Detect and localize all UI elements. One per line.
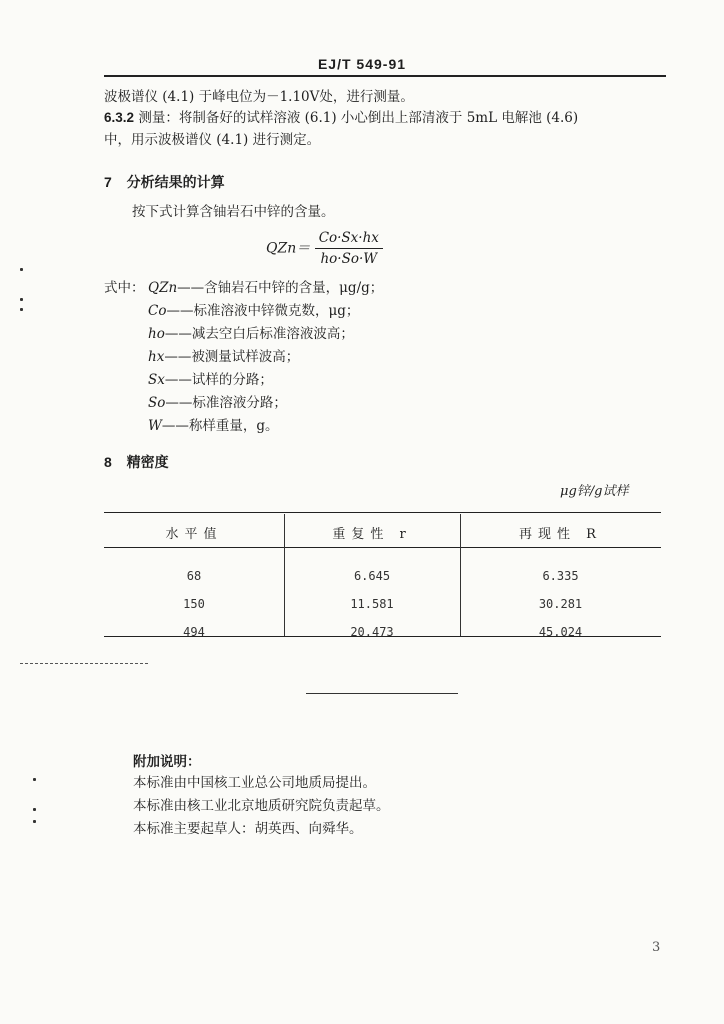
scan-artifact-line [20, 663, 148, 664]
table-cell: 45.024 [538, 625, 583, 639]
formula-fraction [315, 230, 383, 267]
table-row [104, 590, 661, 618]
appendix-line: 本标准由核工业北京地质研究院负责起草。 [133, 798, 390, 814]
section-6-3-2-line1 [104, 108, 578, 128]
header-cell-repeatability: 重复性 r [332, 526, 412, 542]
table-cell: 68 [186, 569, 202, 583]
table-cell: 30.281 [538, 597, 583, 611]
table-header-row [104, 516, 661, 548]
table-top-rule [104, 512, 661, 513]
table-cell: 20.473 [350, 625, 394, 639]
def-desc: ——试样的分路； [164, 372, 273, 388]
def-desc: ——标准溶液中锌微克数，μg； [166, 303, 360, 319]
page-number: 3 [652, 940, 661, 955]
header-rule [104, 75, 666, 77]
def-symbol: ho [148, 326, 165, 342]
def-desc: ——标准溶液分路； [165, 395, 287, 411]
section-number: 6.3.2 [104, 110, 135, 125]
definition-item [148, 324, 383, 347]
section-text: 测量：将制备好的试样溶液 (6.1) 小心倒出上部清液于 5mL 电解池 (4.6) [138, 110, 579, 126]
section-title: 精密度 [126, 455, 169, 471]
def-desc: ——含铀岩石中锌的含量，μg/g； [177, 280, 384, 296]
def-desc: ——减去空白后标准溶液波高； [164, 326, 354, 342]
table-row [104, 618, 661, 646]
scan-speck [33, 778, 36, 781]
scan-speck [20, 268, 23, 271]
section-6-3-2-line2: 中，用示波极谱仪 (4.1) 进行测定。 [104, 132, 321, 148]
def-desc: ——被测量试样波高； [164, 349, 300, 365]
section-title: 分析结果的计算 [126, 175, 225, 191]
header-cell-level: 水平值 [165, 526, 223, 542]
formula-denominator: ho·So·W [320, 251, 378, 267]
table-row [104, 562, 661, 590]
table-cell: 494 [183, 625, 205, 639]
def-symbol: QZn [148, 280, 178, 296]
table-unit: μg锌/g试样 [560, 484, 629, 499]
continued-text: 波极谱仪 (4.1) 于峰电位为－1.10V处，进行测量。 [104, 89, 414, 105]
definition-item [148, 301, 383, 324]
section-7-heading [104, 172, 225, 193]
def-symbol: So [148, 395, 166, 411]
table-cell: 150 [183, 597, 205, 611]
def-desc: ——称样重量，g。 [161, 418, 279, 434]
section-number: 7 [104, 174, 112, 190]
def-symbol: Co [148, 303, 167, 319]
appendix-title: 附加说明： [133, 754, 201, 770]
section-8-heading [104, 452, 169, 473]
formula-lhs: QZn＝ [266, 240, 311, 257]
where-label: 式中： [104, 280, 145, 296]
section-number: 8 [104, 454, 112, 470]
definition-item [148, 278, 383, 301]
definitions-list [148, 278, 383, 439]
def-symbol: W [148, 418, 162, 434]
section-7-intro: 按下式计算含铀岩石中锌的含量。 [132, 204, 335, 220]
definition-item [148, 393, 383, 416]
formula [266, 230, 383, 267]
def-symbol: hx [148, 349, 165, 365]
table-cell: 6.335 [542, 569, 579, 583]
definition-item [148, 347, 383, 370]
table-cell: 11.581 [350, 597, 394, 611]
document-code: EJ/T 549-91 [317, 56, 407, 72]
scan-speck [33, 820, 36, 823]
precision-table [104, 516, 661, 646]
header-cell-reproducibility: 再现性 R [519, 526, 602, 542]
end-rule [306, 693, 458, 694]
scan-speck [33, 808, 36, 811]
scan-speck [20, 298, 23, 301]
table-cell: 6.645 [353, 569, 391, 583]
definition-item [148, 370, 383, 393]
appendix-line: 本标准由中国核工业总公司地质局提出。 [133, 775, 376, 791]
definition-item [148, 416, 383, 439]
appendix-line: 本标准主要起草人：胡英西、向舜华。 [133, 821, 363, 837]
formula-numerator: Co·Sx·hx [315, 230, 383, 249]
def-symbol: Sx [148, 372, 165, 388]
scan-speck [20, 308, 23, 311]
